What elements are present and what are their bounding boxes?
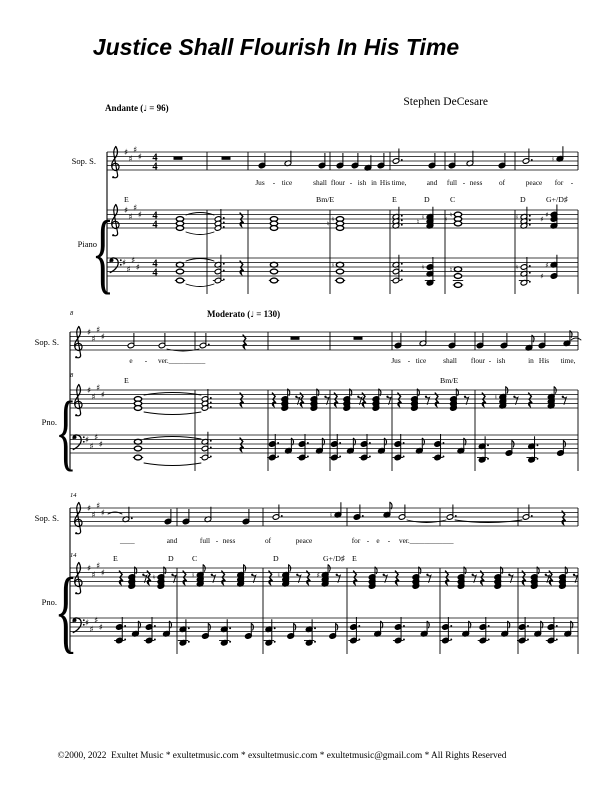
chord-symbol: Bm/E	[440, 376, 459, 385]
key-signature-sharp: ♯	[96, 325, 101, 336]
lyric-syllable: peace	[295, 536, 313, 545]
accidental: ♮	[444, 215, 448, 224]
lyric-syllable: -	[215, 536, 219, 545]
chord-symbol: E	[124, 376, 129, 385]
accidental: ♮	[494, 393, 498, 402]
lyric-syllable: of	[264, 536, 272, 545]
time-signature: 4	[152, 219, 158, 231]
lyric-syllable: Jus	[255, 178, 265, 187]
key-signature-sharp: ♯	[91, 392, 96, 403]
quarter-note-icon: ♩	[250, 310, 255, 319]
lyric-syllable: shall	[443, 356, 457, 365]
lyric-syllable: -	[387, 536, 391, 545]
chord-symbol: D	[424, 195, 430, 204]
key-signature-sharp: ♯	[131, 256, 136, 267]
chord-symbol: G+/D♯	[323, 554, 345, 563]
accidental: ♮	[326, 220, 330, 229]
chord-symbol: E	[392, 195, 397, 204]
key-signature-sharp: ♯	[121, 258, 127, 269]
lyric-syllable: and	[426, 178, 438, 187]
key-signature-sharp: ♯	[84, 618, 90, 629]
lyric-syllable: in	[528, 356, 534, 365]
accidental: ♮	[331, 215, 335, 224]
footer-copyright: ©2000, 2022 Exultet Music * exultetmusic.com * exsultetmusic.com * exultetmusic@gmail.com * All Rights Reserved	[57, 751, 507, 761]
lyric-syllable: e	[129, 356, 133, 365]
lyric-syllable: ver.__________	[158, 356, 206, 365]
key-signature-sharp: ♯	[135, 262, 140, 273]
chord-symbol: D	[168, 554, 174, 563]
accidental: ♯	[545, 261, 549, 270]
chord-symbol: E	[113, 554, 118, 563]
staff-label: Piano	[77, 239, 97, 249]
key-signature-sharp: ♯	[100, 568, 105, 579]
key-signature-sharp: ♯	[89, 625, 94, 636]
lyric-syllable: -	[272, 178, 276, 187]
chord-symbol: E	[352, 554, 357, 563]
chord-symbol: D	[520, 195, 526, 204]
lyric-syllable: -	[488, 356, 492, 365]
key-signature-sharp: ♯	[96, 501, 101, 512]
staff-label: Pno.	[41, 417, 57, 427]
key-signature-sharp: ♯	[100, 508, 105, 519]
tempo-text: Andante (	[105, 103, 144, 113]
page-title: Justice Shall Flourish In His Time	[92, 34, 460, 60]
lyric-syllable: time,	[560, 356, 576, 365]
accidental: ♮	[551, 155, 555, 164]
chord-symbol: E	[124, 195, 129, 204]
lyric-syllable: -	[462, 178, 466, 187]
accidental: ♯	[545, 211, 549, 220]
chord-symbol: G+/D♯	[546, 195, 568, 204]
lyric-syllable: for	[351, 536, 361, 545]
key-signature-sharp: ♯	[91, 334, 96, 345]
brace-icon: {	[54, 560, 78, 663]
lyric-syllable: and	[166, 536, 178, 545]
tempo-marking	[105, 104, 169, 113]
lyric-syllable: tice	[281, 178, 293, 187]
lyric-syllable: shall	[313, 178, 327, 187]
lyric-syllable: His	[379, 178, 391, 187]
key-signature-sharp: ♯	[100, 390, 105, 401]
accidental: ♮	[329, 511, 333, 520]
lyric-syllable: full	[446, 178, 458, 187]
lyric-syllable: ish	[496, 356, 506, 365]
accidental: ♯	[540, 215, 544, 224]
tempo-marking	[207, 310, 280, 319]
key-signature-sharp: ♯	[86, 327, 92, 338]
lyric-syllable: -	[144, 356, 148, 365]
lyric-syllable: ____	[120, 536, 135, 545]
key-signature-sharp: ♯	[96, 561, 101, 572]
key-signature-sharp: ♯	[128, 212, 133, 223]
key-signature-sharp: ♯	[86, 503, 92, 514]
accidental: ♮	[191, 571, 195, 580]
accidental: ♮	[421, 213, 425, 222]
lyric-syllable: -	[570, 178, 574, 187]
accidental: ♮	[449, 265, 453, 274]
lyric-syllable: His	[538, 356, 550, 365]
lyric-syllable: -	[349, 178, 353, 187]
key-signature-sharp: ♯	[123, 205, 129, 216]
lyric-syllable: peace	[525, 178, 543, 187]
chord-symbol: Bm/E	[316, 195, 335, 204]
tempo-text: Moderato (	[207, 309, 251, 319]
key-signature-sharp: ♯	[126, 265, 131, 276]
brace-icon: {	[91, 202, 115, 303]
lyric-syllable: flour	[470, 356, 486, 365]
time-signature: 4	[152, 210, 158, 222]
composer-credit: Stephen DeCesare	[403, 96, 488, 108]
key-signature-sharp: ♯	[133, 203, 138, 214]
accidental: ♮	[277, 571, 280, 580]
lyric-syllable: e	[376, 536, 380, 545]
lyric-syllable: -	[407, 356, 411, 365]
key-signature-sharp: ♯	[86, 563, 92, 574]
accidental: ♮	[449, 211, 453, 220]
key-signature-sharp: ♯	[91, 570, 96, 581]
lyric-syllable: of	[498, 178, 506, 187]
key-signature-sharp: ♯	[84, 435, 90, 446]
chord-symbol: C	[192, 554, 198, 563]
key-signature-sharp: ♯	[137, 152, 142, 163]
measure-number: 14	[70, 552, 77, 559]
tempo-bpm: = 130)	[254, 309, 281, 319]
time-signature: 4	[152, 161, 158, 173]
lyric-syllable: Jus	[391, 356, 401, 365]
quarter-note-icon: ♩	[143, 104, 148, 113]
lyric-syllable: ish	[357, 178, 367, 187]
key-signature-sharp: ♯	[128, 154, 133, 165]
key-signature-sharp: ♯	[98, 439, 103, 450]
lyric-syllable: flour	[330, 178, 346, 187]
measure-number: 8	[70, 310, 74, 317]
lyric-syllable: ver.____________	[399, 536, 454, 545]
key-signature-sharp: ♯	[89, 442, 94, 453]
accidental: ♮	[421, 263, 425, 272]
tempo-bpm: = 96)	[147, 103, 169, 113]
lyric-syllable: tice	[415, 356, 427, 365]
time-signature: 4	[152, 267, 158, 279]
lyric-syllable: ness	[469, 178, 483, 187]
key-signature-sharp: ♯	[98, 622, 103, 633]
lyric-syllable: full	[199, 536, 211, 545]
key-signature-sharp: ♯	[133, 145, 138, 156]
key-signature-sharp: ♯	[123, 147, 129, 158]
accidental: ♮	[515, 263, 519, 272]
key-signature-sharp: ♯	[91, 510, 96, 521]
chord-symbol: C	[450, 195, 456, 204]
key-signature-sharp: ♯	[94, 433, 99, 444]
staff-label: Sop. S.	[34, 337, 59, 347]
accidental: ♯	[316, 571, 320, 580]
accidental: ♮	[152, 573, 156, 582]
brace-icon: {	[55, 383, 77, 479]
accidental: ♮	[416, 217, 420, 226]
measure-number: 8	[70, 372, 74, 379]
lyric-syllable: time,	[391, 178, 407, 187]
key-signature-sharp: ♯	[137, 210, 142, 221]
staff-label: Sop. S.	[71, 156, 96, 166]
staff-label: Pno.	[41, 597, 57, 607]
accidental: ♮	[331, 261, 335, 270]
measure-number: 14	[70, 492, 77, 499]
lyric-syllable: for	[554, 178, 564, 187]
key-signature-sharp: ♯	[100, 332, 105, 343]
key-signature-sharp: ♯	[86, 385, 92, 396]
lyric-syllable: ness	[222, 536, 236, 545]
time-signature: 4	[152, 152, 158, 164]
lyric-syllable: in	[371, 178, 377, 187]
key-signature-sharp: ♯	[94, 616, 99, 627]
chord-symbol: D	[273, 554, 279, 563]
key-signature-sharp: ♯	[96, 383, 101, 394]
accidental: ♯	[540, 272, 544, 281]
lyric-syllable: -	[366, 536, 370, 545]
time-signature: 4	[152, 258, 158, 270]
accidental: ♮	[515, 213, 519, 222]
staff-label: Sop. S.	[34, 513, 59, 523]
